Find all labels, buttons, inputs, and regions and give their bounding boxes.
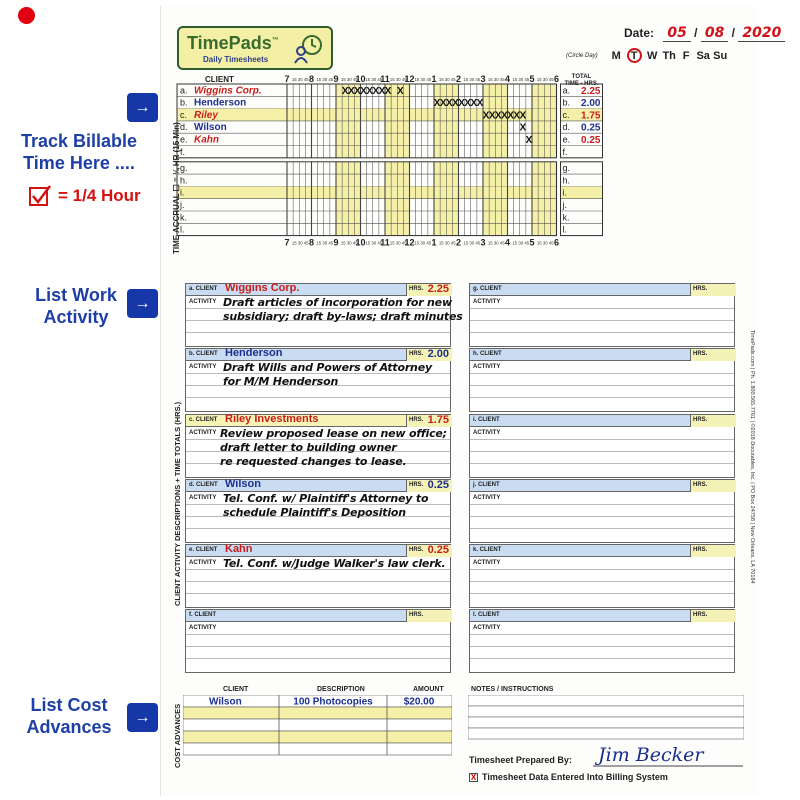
time-mark[interactable]: X <box>470 98 478 110</box>
time-mark[interactable]: X <box>482 110 490 122</box>
row-letter: a. <box>180 85 188 96</box>
hour-label: 12 <box>404 237 415 248</box>
activity-rule-line <box>186 658 450 659</box>
day-su[interactable]: Su <box>713 50 728 62</box>
activity-client-label: k. CLIENT <box>473 547 502 553</box>
row-letter: b. <box>180 97 188 108</box>
time-mark[interactable]: X <box>360 85 367 97</box>
activity-label: ACTIVITY <box>473 625 501 631</box>
time-mark[interactable]: X <box>464 98 472 110</box>
cost-row <box>183 743 452 755</box>
checkbox-checked-icon <box>28 184 52 208</box>
notes-line[interactable] <box>468 706 744 717</box>
row-letter: c. <box>180 109 188 120</box>
activity-hours-label: HRS. <box>409 482 424 488</box>
day-t[interactable]: T <box>627 48 642 63</box>
activity-label: ACTIVITY <box>473 299 501 305</box>
activity-hours-value: 2.00 <box>427 348 449 360</box>
quarter-marks: 15 30 45 <box>536 77 554 82</box>
row-total: 2.25 <box>581 85 601 97</box>
activity-hours-cell[interactable] <box>690 415 736 427</box>
time-mark[interactable]: X <box>372 85 380 97</box>
activity-rule-line <box>186 528 450 529</box>
hour-label: 8 <box>308 237 315 248</box>
cost-rows <box>183 695 452 757</box>
time-mark[interactable]: X <box>341 85 349 97</box>
logo-trademark: ™ <box>271 37 279 44</box>
activity-description[interactable]: Draft articles of incorporation for new subsidiary; draft by-laws; draft minutes <box>223 296 463 323</box>
activity-header <box>470 349 734 361</box>
time-mark[interactable]: X <box>439 98 447 110</box>
activity-rule-line <box>470 463 734 464</box>
quarter-marks: 15 30 45 <box>414 77 432 82</box>
activity-header <box>470 415 734 427</box>
notes-line[interactable] <box>468 728 744 739</box>
work-activity-label-line-2: Activity <box>43 307 109 327</box>
activity-header <box>186 349 450 361</box>
day-f[interactable]: F <box>682 50 690 62</box>
activity-box <box>469 348 735 412</box>
total-letter: a. <box>562 85 571 96</box>
activity-description[interactable]: Review proposed lease on new office; draft letter to building owner re requested changes to lease. <box>220 427 447 468</box>
track-time-label-line-1: Track Billable <box>20 131 138 151</box>
total-letter: k. <box>562 212 570 223</box>
activity-client-label: f. CLIENT <box>189 612 216 618</box>
total-letter: l. <box>562 224 567 235</box>
row-letter: g. <box>180 163 188 174</box>
quarter-marks: 15 30 45 <box>463 240 481 246</box>
activity-rule-line <box>470 581 734 582</box>
track-time-label-line-2: Time Here .... <box>23 153 135 173</box>
billing-checkbox[interactable]: X <box>470 772 477 782</box>
activity-hours-label: HRS. <box>409 417 424 423</box>
total-letter: h. <box>562 175 571 186</box>
activity-header <box>186 284 450 296</box>
activity-rule-line <box>186 646 450 647</box>
cost-row <box>183 719 452 731</box>
track-time-label <box>4 130 154 174</box>
quarter-marks: 15 30 45 <box>340 240 358 246</box>
notes-line[interactable] <box>468 695 744 706</box>
activity-description[interactable]: Tel. Conf. w/ Plaintiff's Attorney to schedule Plaintiff's Deposition <box>223 492 429 519</box>
activity-label: ACTIVITY <box>473 364 501 370</box>
row-letter: k. <box>180 212 188 223</box>
hour-label: 7 <box>284 237 290 248</box>
day-list <box>608 48 729 63</box>
time-accrual-side-label: TIME ACCRUAL ☐ = ¼ HR (15 Min) <box>172 122 181 254</box>
quarter-marks: 15 30 45 <box>316 240 334 246</box>
row-total: 1.75 <box>581 110 601 122</box>
activity-client-name[interactable]: Kahn <box>225 543 253 555</box>
quarter-marks: 15 30 45 <box>512 240 530 246</box>
quarter-marks: 15 30 45 <box>365 77 383 82</box>
signature: Jim Becker <box>598 744 704 766</box>
hour-label: 11 <box>380 237 390 248</box>
hour-label: 9 <box>333 74 339 84</box>
timesheet <box>160 6 782 796</box>
time-mark[interactable]: X <box>347 85 355 97</box>
activity-rule-line <box>470 528 734 529</box>
activity-rule-line <box>470 332 734 333</box>
quarter-marks: 15 30 45 <box>487 77 505 82</box>
activity-rule-line <box>470 320 734 321</box>
hour-label: 12 <box>404 74 415 84</box>
activity-box <box>185 479 451 543</box>
total-letter: i. <box>562 187 567 198</box>
activity-rule-line <box>470 593 734 594</box>
time-mark[interactable]: X <box>452 98 459 110</box>
hour-label: 10 <box>355 74 366 84</box>
activity-label: ACTIVITY <box>189 495 217 501</box>
quarter-marks: 15 30 45 <box>389 240 407 246</box>
date-year: 2020 <box>738 25 785 42</box>
activity-header <box>470 545 734 557</box>
hour-label: 5 <box>529 237 535 248</box>
circle-day-label: (Circle Day) <box>566 52 598 59</box>
activity-hours-cell[interactable] <box>690 545 736 557</box>
activity-client-label: c. CLIENT <box>189 417 218 423</box>
cost-advances-label <box>4 694 134 738</box>
activity-label: ACTIVITY <box>189 560 217 566</box>
notes-header: NOTES / INSTRUCTIONS <box>471 686 554 693</box>
activity-side-label: CLIENT ACTIVITY DESCRIPTIONS + TIME TOTALS (HRS.) <box>173 401 182 606</box>
quarter-hour-legend <box>28 184 141 208</box>
hour-label: 8 <box>308 74 315 84</box>
activity-rule-line <box>186 397 450 398</box>
clock-person-icon <box>293 33 325 65</box>
hour-label: 5 <box>529 74 535 84</box>
activity-client-label: d. CLIENT <box>189 482 218 488</box>
hour-label: 7 <box>284 74 290 84</box>
time-mark[interactable]: X <box>519 122 527 134</box>
row-client: Wilson <box>194 122 227 134</box>
activity-description[interactable]: Draft Wills and Powers of Attorney for M/M Henderson <box>223 361 432 388</box>
time-mark[interactable]: X <box>378 85 386 97</box>
activity-rule-line <box>470 373 734 374</box>
activity-rule-line <box>470 308 734 309</box>
activity-label: ACTIVITY <box>473 430 501 436</box>
cost-description-header: DESCRIPTION <box>317 686 365 693</box>
date-day: 08 <box>701 25 728 42</box>
quarter-marks: 15 30 45 <box>291 77 309 82</box>
activity-hours-label: HRS. <box>693 547 708 553</box>
row-letter: i. <box>180 187 185 198</box>
row-letter: h. <box>180 175 188 186</box>
total-letter: g. <box>562 163 571 174</box>
row-letter: j. <box>180 200 185 210</box>
time-mark[interactable]: X <box>396 85 404 97</box>
day-selector <box>566 48 729 63</box>
activity-box <box>185 414 451 478</box>
activity-hours-label: HRS. <box>409 547 424 553</box>
total-letter: f. <box>562 146 568 157</box>
activity-hours-label: HRS. <box>409 286 424 292</box>
grid-total-header: TOTAL <box>571 74 592 80</box>
work-activity-label-line-1: List Work <box>35 285 117 305</box>
row-total: 0.25 <box>581 135 601 146</box>
activity-hours-label: HRS. <box>693 351 708 357</box>
activity-hours-label: HRS. <box>409 351 424 357</box>
activity-client-label: e. CLIENT <box>189 547 218 553</box>
arrow-right-icon: → <box>127 703 158 732</box>
hour-label: 2 <box>455 74 462 84</box>
row-client: Wiggins Corp. <box>194 85 262 97</box>
quarter-marks: 15 30 45 <box>365 240 383 246</box>
billing-status <box>469 772 668 782</box>
activity-hours-cell[interactable] <box>690 349 736 361</box>
row-letter: l. <box>180 224 185 235</box>
time-mark[interactable]: X <box>366 85 374 97</box>
hour-label: 3 <box>480 237 486 248</box>
prepared-by-label: Timesheet Prepared By: <box>469 755 572 765</box>
hour-label: 6 <box>553 74 560 84</box>
quarter-marks: 15 30 45 <box>438 77 456 82</box>
hour-label: 10 <box>355 237 366 248</box>
quarter-marks: 15 30 45 <box>438 240 456 246</box>
activity-client-label: i. CLIENT <box>473 417 500 423</box>
activity-header <box>470 284 734 296</box>
activity-hours-cell[interactable] <box>406 415 452 427</box>
activity-hours-cell[interactable] <box>406 545 452 557</box>
time-mark[interactable]: X <box>488 110 496 122</box>
activity-header <box>186 610 450 622</box>
quarter-marks: 15 30 45 <box>463 77 481 82</box>
activity-description[interactable]: Tel. Conf. w/Judge Walker's law clerk. <box>223 557 446 570</box>
arrow-right-icon: → <box>127 289 158 318</box>
row-client: Riley <box>194 109 218 121</box>
hour-label: 2 <box>455 237 462 248</box>
row-client: Kahn <box>194 134 219 146</box>
activity-client-label: l. CLIENT <box>473 612 500 618</box>
hour-label: 4 <box>504 237 511 248</box>
activity-hours-label: HRS. <box>693 286 708 292</box>
grid-client-header: CLIENT <box>205 75 234 84</box>
quarter-marks: 15 30 45 <box>316 77 334 82</box>
activity-rule-line <box>470 516 734 517</box>
cost-amount-header: AMOUNT <box>413 686 444 693</box>
activity-rule-line <box>186 634 450 635</box>
activity-client-label: h. CLIENT <box>473 351 502 357</box>
activity-rule-line <box>186 593 450 594</box>
activity-hours-value: 2.25 <box>427 283 449 295</box>
row-letter: e. <box>180 134 188 145</box>
activity-rule-line <box>470 569 734 570</box>
quarter-marks: 15 30 45 <box>414 240 432 246</box>
time-mark[interactable]: X <box>507 110 514 122</box>
cost-side-label: COST ADVANCES <box>173 703 182 768</box>
activity-client-name[interactable]: Wilson <box>225 478 261 490</box>
activity-client-label: j. CLIENT <box>473 482 500 488</box>
activity-rule-line <box>470 646 734 647</box>
day-sa[interactable]: Sa <box>696 50 710 62</box>
row-letter: f. <box>180 146 186 157</box>
activity-hours-label: HRS. <box>693 417 708 423</box>
activity-label: ACTIVITY <box>189 430 217 436</box>
activity-client-label: b. CLIENT <box>189 351 218 357</box>
time-mark[interactable]: X <box>476 98 484 110</box>
activity-client-name[interactable]: Riley Investments <box>225 413 319 425</box>
cost-row <box>183 707 452 719</box>
signature-line <box>593 765 743 767</box>
cost-advances-label-line-1: List Cost <box>30 695 108 715</box>
activity-box <box>469 544 735 608</box>
timepads-logo <box>177 26 333 70</box>
hour-label: 4 <box>504 74 511 84</box>
work-activity-label <box>6 284 146 328</box>
total-letter: d. <box>562 122 571 133</box>
activity-rule-line <box>470 451 734 452</box>
time-mark[interactable]: X <box>384 85 392 97</box>
notes-line[interactable] <box>468 717 744 728</box>
date-month: 05 <box>663 25 690 42</box>
activity-rule-line <box>470 504 734 505</box>
logo-title-text: TimePads <box>187 33 272 53</box>
activity-rule-line <box>186 581 450 582</box>
logo-subtitle: Daily Timesheets <box>203 55 269 64</box>
cost-advances-label-line-2: Advances <box>26 717 112 737</box>
total-letter: j. <box>562 200 567 210</box>
arrow-right-icon: → <box>127 93 158 122</box>
date-label: Date: <box>624 26 655 40</box>
hour-label: 6 <box>553 237 560 248</box>
activity-rule-line <box>470 634 734 635</box>
activity-box <box>185 544 451 608</box>
total-letter: e. <box>562 134 571 145</box>
activity-client-label: g. CLIENT <box>473 286 502 292</box>
activity-rule-line <box>470 385 734 386</box>
activity-label: ACTIVITY <box>189 299 217 305</box>
activity-hours-cell[interactable] <box>406 284 452 296</box>
activity-hours-value: 0.25 <box>427 544 449 556</box>
activity-rule-line <box>470 397 734 398</box>
hour-label: 3 <box>480 74 486 84</box>
total-letter: c. <box>562 109 570 120</box>
activity-rule-line <box>470 439 734 440</box>
hour-label: 1 <box>431 74 437 84</box>
activity-box <box>185 282 463 347</box>
time-mark[interactable]: X <box>445 98 453 110</box>
row-client: Henderson <box>194 97 247 109</box>
quarter-marks: 15 30 45 <box>512 77 530 82</box>
time-mark[interactable]: X <box>494 110 502 122</box>
activity-header <box>470 610 734 622</box>
activity-client-name[interactable]: Henderson <box>225 347 283 359</box>
activity-hours-cell[interactable] <box>690 480 736 492</box>
quarter-marks: 15 30 45 <box>291 240 309 246</box>
time-mark[interactable]: X <box>501 110 508 122</box>
activity-rule-line <box>186 332 450 333</box>
activity-box <box>469 414 735 478</box>
time-mark[interactable]: X <box>458 98 465 110</box>
activity-hours-label: HRS. <box>693 482 708 488</box>
row-total: 2.00 <box>581 98 601 110</box>
activity-hours-cell[interactable] <box>690 284 736 296</box>
activity-hours-label: HRS. <box>693 612 708 618</box>
time-mark[interactable]: X <box>519 110 527 122</box>
record-indicator-dot <box>18 7 35 24</box>
time-mark[interactable]: X <box>354 85 361 97</box>
time-mark[interactable]: X <box>525 135 533 146</box>
activity-box <box>185 609 451 673</box>
activity-label: ACTIVITY <box>473 560 501 566</box>
cost-description[interactable]: 100 Photocopies <box>293 696 373 708</box>
cost-advances-table <box>183 686 452 756</box>
day-m[interactable]: M <box>611 50 621 62</box>
activity-client-name[interactable]: Wiggins Corp. <box>225 282 300 294</box>
activity-hours-cell[interactable] <box>406 480 452 492</box>
day-w[interactable]: W <box>646 50 658 62</box>
quarter-marks: 15 30 45 <box>389 77 407 82</box>
quarter-marks: 15 30 45 <box>536 240 554 246</box>
logo-title <box>187 33 279 54</box>
row-letter: d. <box>180 122 188 133</box>
activity-hours-cell[interactable] <box>406 610 452 622</box>
activity-label: ACTIVITY <box>189 625 217 631</box>
activity-client-label: a. CLIENT <box>189 286 218 292</box>
activity-label: ACTIVITY <box>189 364 217 370</box>
date-field: Date: 05 / 08 / 2020 <box>624 25 785 41</box>
activity-header <box>186 545 450 557</box>
day-th[interactable]: Th <box>662 50 676 62</box>
activity-rule-line <box>470 658 734 659</box>
time-mark[interactable]: X <box>433 98 441 110</box>
activity-header <box>186 480 450 492</box>
activity-header <box>470 480 734 492</box>
cost-amount[interactable]: $20.00 <box>403 696 435 708</box>
activity-box <box>469 479 735 543</box>
activity-box <box>185 348 451 412</box>
quarter-marks: 15 30 45 <box>487 240 505 246</box>
activity-box <box>469 283 735 347</box>
activity-hours-value: 1.75 <box>427 414 449 426</box>
cost-client[interactable]: Wilson <box>209 696 242 708</box>
cost-client-header: CLIENT <box>223 686 249 693</box>
hour-label: 11 <box>380 74 390 84</box>
billing-label: Timesheet Data Entered Into Billing System <box>482 772 668 782</box>
cost-row <box>183 731 452 743</box>
activity-hours-cell[interactable] <box>690 610 736 622</box>
quarter-marks: 15 30 45 <box>340 77 358 82</box>
activity-header <box>186 415 450 427</box>
time-mark[interactable]: X <box>513 110 521 122</box>
total-letter: b. <box>562 97 571 108</box>
activity-label: ACTIVITY <box>473 495 501 501</box>
activity-hours-label: HRS. <box>409 612 424 618</box>
activity-hours-cell[interactable] <box>406 349 452 361</box>
hour-label: 9 <box>333 237 339 248</box>
publisher-edge-text: TimePads.com | Ph. 1.800.565.7761 | ©2018 Docutables, Inc. | PO Box 24758 | New Orleans, LA 70184 <box>749 330 755 584</box>
hour-label: 1 <box>431 237 437 248</box>
activity-hours-value: 0.25 <box>427 479 449 491</box>
row-total: 0.25 <box>581 122 601 134</box>
activity-box <box>469 609 735 673</box>
quarter-hour-label: = 1/4 Hour <box>58 186 141 205</box>
grid-total-header-2: TIME - HRS. <box>564 81 599 87</box>
notes-area <box>468 695 744 741</box>
